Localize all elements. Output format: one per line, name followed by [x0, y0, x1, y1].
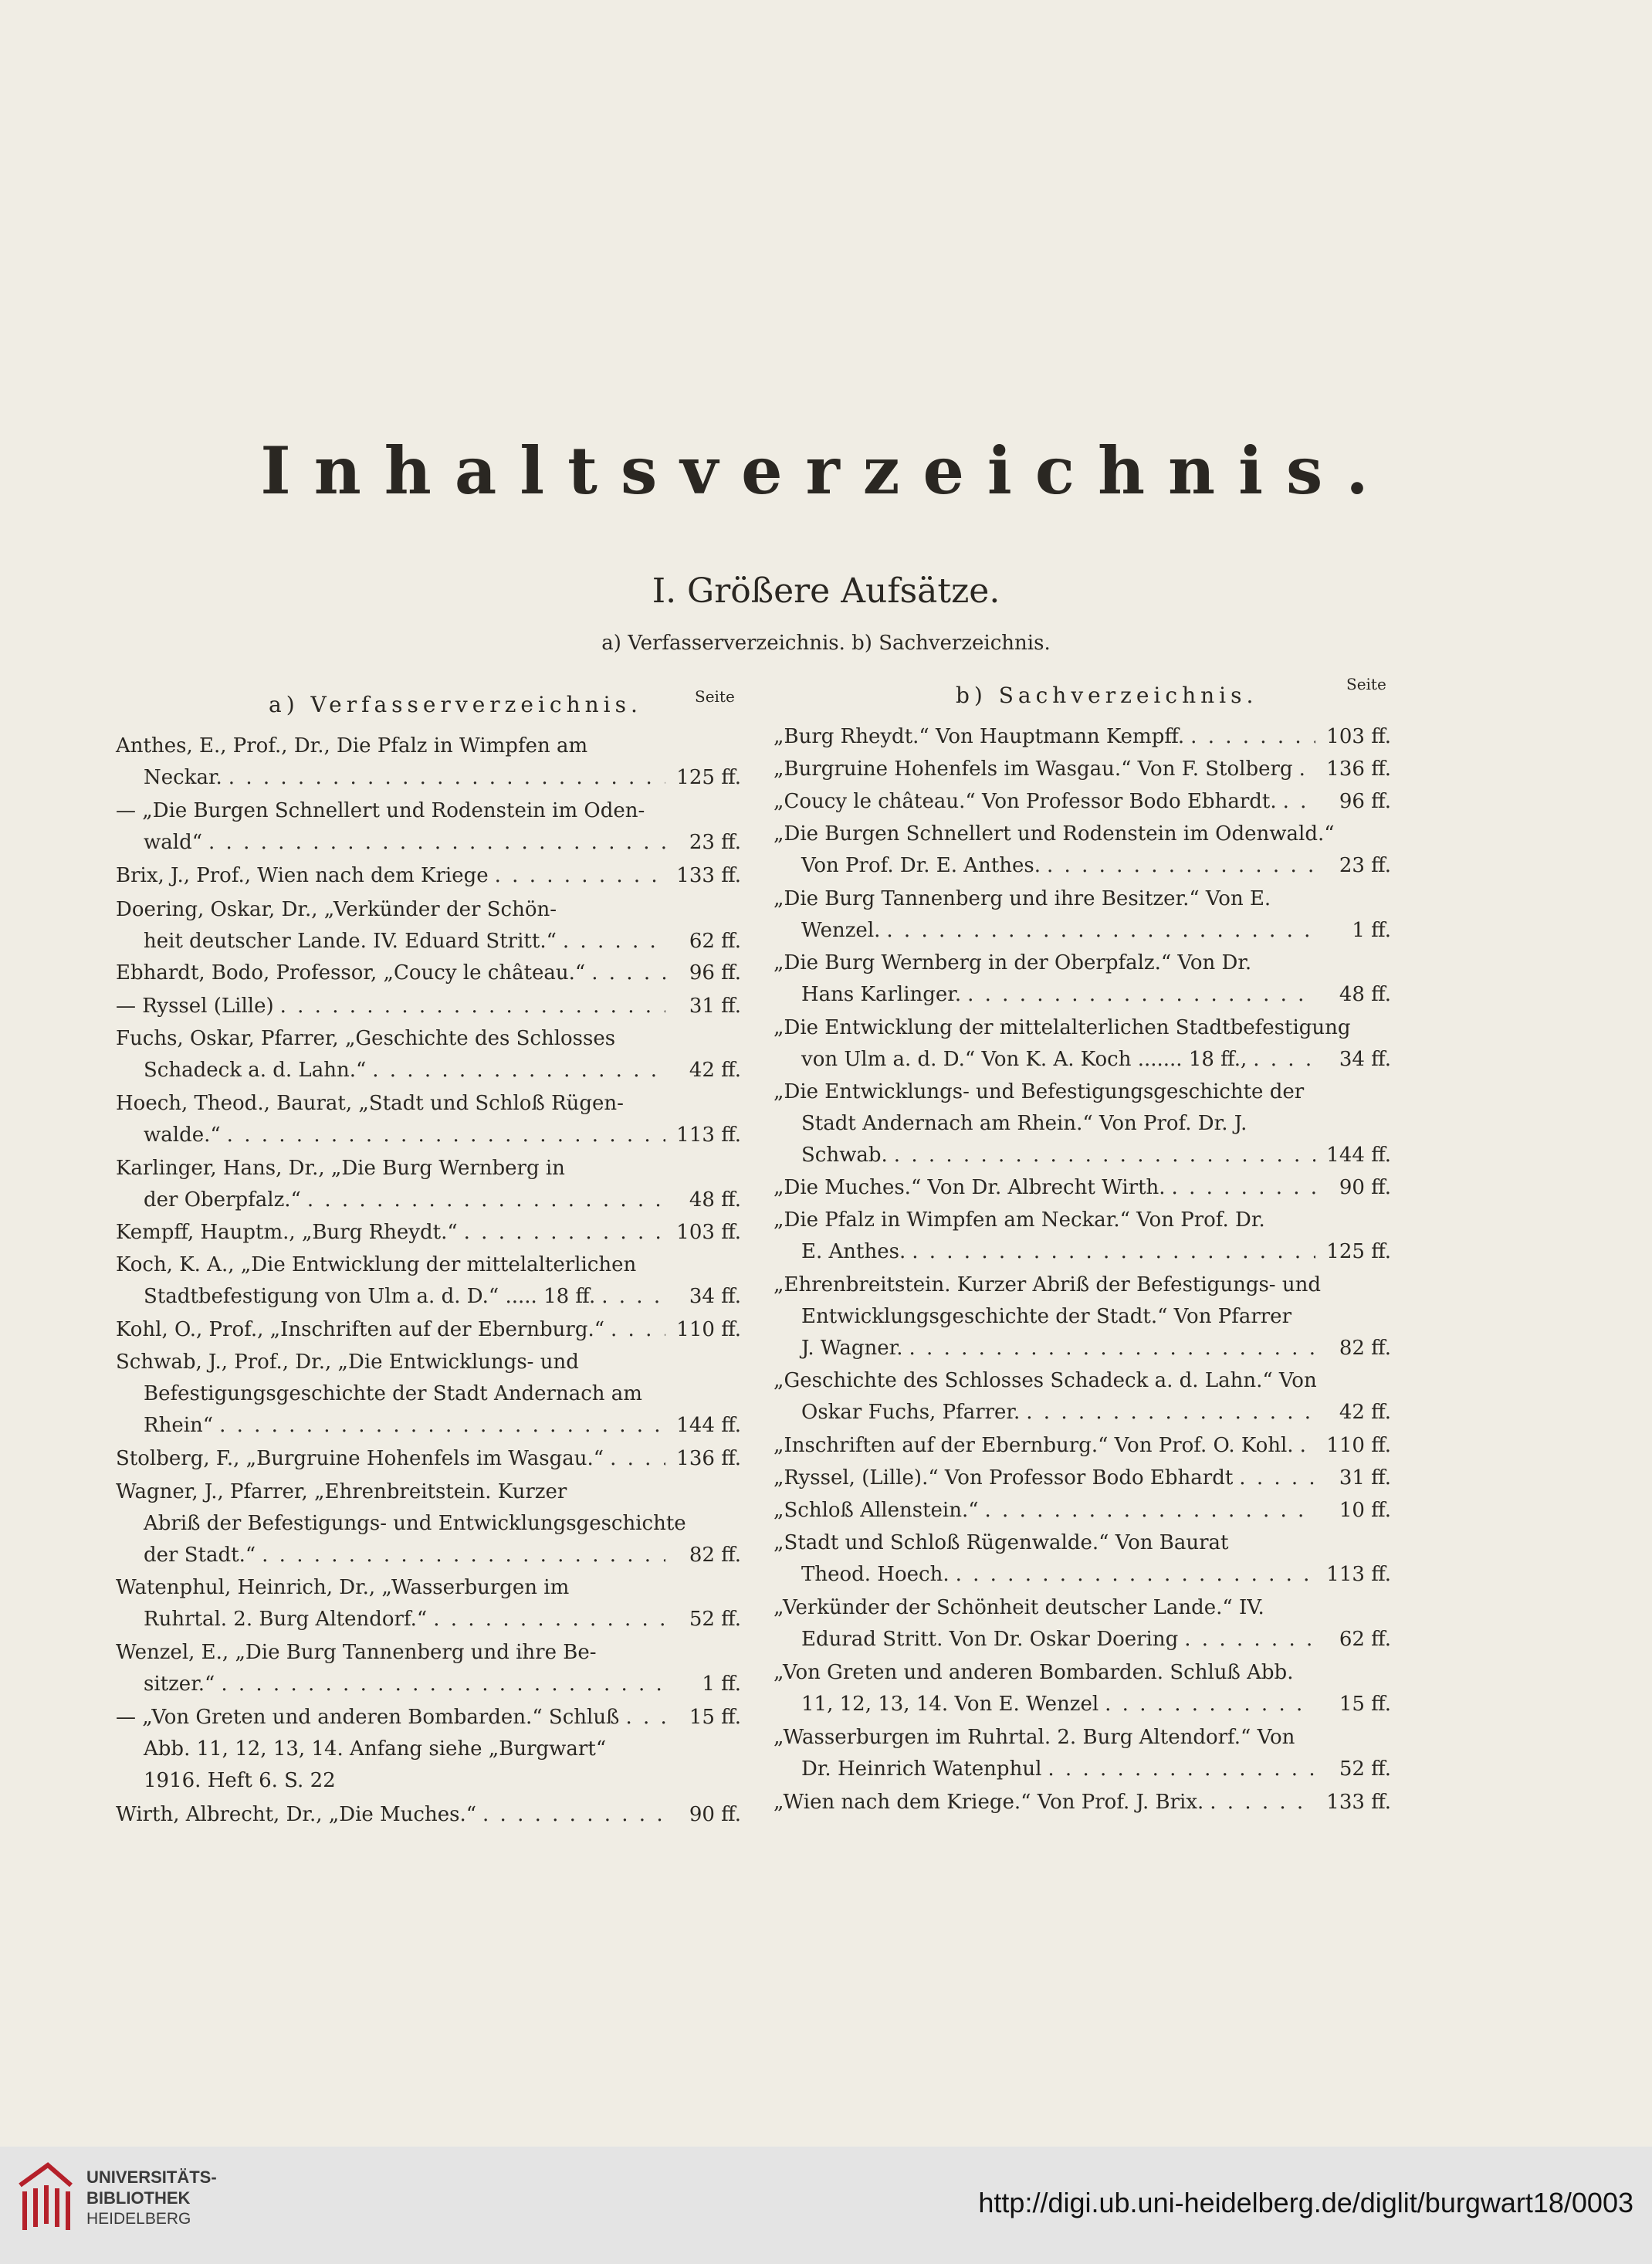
dot-leader: [625, 1702, 665, 1734]
page-number: 144 ff.: [676, 1414, 741, 1437]
entry-text: Hans Karlinger.: [801, 983, 962, 1006]
dot-leader: [1047, 850, 1315, 882]
entry-text: „Stadt und Schloß Rügenwalde.“ Von Baurat: [774, 1531, 1229, 1554]
page-number: 34 ff.: [1339, 1048, 1391, 1071]
page-number: 31 ff.: [689, 995, 741, 1018]
entry-text: „Die Entwicklung der mittelalterlichen Stadtbefestigung: [774, 1016, 1351, 1039]
dot-leader: [956, 1559, 1315, 1591]
entry-text: wald“: [144, 831, 203, 854]
entry-text: Hoech, Theod., Baurat, „Stadt und Schloß Rügen-: [116, 1092, 624, 1115]
dot-leader: [985, 1495, 1315, 1527]
index-entry: [774, 1462, 1391, 1494]
dot-leader: [563, 926, 665, 957]
entry-text: Brix, J., Prof., Wien nach dem Kriege: [116, 864, 489, 887]
index-entry: [116, 1572, 741, 1635]
entry-text: 11, 12, 13, 14. Von E. Wenzel: [801, 1693, 1099, 1716]
index-entry: [116, 795, 741, 859]
index-entry: [116, 1088, 741, 1151]
entry-text: sitzer.“: [144, 1673, 215, 1696]
entry-text: Stadt Andernach am Rhein.“ Von Prof. Dr. J.: [801, 1112, 1247, 1135]
entry-text: „Die Burgen Schnellert und Rodenstein im Odenwald.“: [774, 822, 1335, 846]
entry-text: Schadeck a. d. Lahn.“: [144, 1059, 367, 1082]
left-seite-label: Seite: [695, 687, 735, 706]
entry-text: der Stadt.“: [144, 1544, 256, 1567]
entry-text: Fuchs, Oskar, Pfarrer, „Geschichte des Schlosses: [116, 1027, 616, 1050]
dot-leader: [221, 1669, 665, 1700]
library-logo-icon: [17, 2162, 74, 2233]
dot-leader: [1299, 754, 1315, 785]
entry-text: heit deutscher Lande. IV. Eduard Stritt.“: [144, 930, 557, 953]
page-number: 96 ff.: [689, 961, 741, 985]
dot-leader: [886, 915, 1315, 947]
page-number: 110 ff.: [676, 1318, 741, 1341]
entry-text: Ebhardt, Bodo, Professor, „Coucy le château.“: [116, 961, 586, 985]
entry-text: „Die Entwicklungs- und Befestigungsgeschichte der: [774, 1080, 1305, 1103]
index-entry: [116, 1637, 741, 1700]
page-number: 125 ff.: [676, 766, 741, 789]
entry-text: Stadtbefestigung von Ulm a. d. D.“ ..... 18 ff.: [144, 1285, 596, 1308]
page-number: 52 ff.: [689, 1608, 741, 1631]
index-entry: [774, 1012, 1391, 1076]
dot-leader: [433, 1604, 665, 1635]
page-number: 113 ff.: [1326, 1563, 1391, 1586]
entry-text: Oskar Fuchs, Pfarrer.: [801, 1401, 1021, 1424]
index-entry: [774, 1527, 1391, 1591]
index-entry: [774, 883, 1391, 947]
entry-text: E. Anthes.: [801, 1240, 906, 1263]
index-entry: [116, 1443, 741, 1475]
entry-text: Theod. Hoech.: [801, 1563, 950, 1586]
index-entry: [116, 1702, 741, 1797]
index-entry: [116, 860, 741, 892]
entry-text: Koch, K. A., „Die Entwicklung der mittelalterlichen: [116, 1253, 637, 1276]
entry-text: Wagner, J., Pfarrer, „Ehrenbreitstein. Kurzer: [116, 1480, 567, 1503]
index-entry: [116, 1799, 741, 1831]
dot-leader: [909, 1333, 1315, 1364]
index-entry: [116, 991, 741, 1022]
index-entry: [774, 1205, 1391, 1268]
page-number: 103 ff.: [676, 1221, 741, 1244]
entry-text: „Geschichte des Schlosses Schadeck a. d. Lahn.“ Von: [774, 1369, 1317, 1392]
index-entry: [116, 894, 741, 957]
entry-text: Kempff, Hauptm., „Burg Rheydt.“: [116, 1221, 458, 1244]
index-entry: [116, 957, 741, 989]
index-entry: [116, 1476, 741, 1571]
entry-text: Ruhrtal. 2. Burg Altendorf.“: [144, 1608, 428, 1631]
entry-text: „Von Greten und anderen Bombarden. Schluß Abb.: [774, 1661, 1294, 1684]
left-column-heading: a) Verfasserverzeichnis.: [269, 692, 642, 717]
entry-text: der Oberpfalz.“: [144, 1188, 301, 1212]
dot-leader: [1172, 1172, 1315, 1204]
page-number: 82 ff.: [689, 1544, 741, 1567]
logo-line-1: UNIVERSITÄTS-: [86, 2167, 217, 2187]
page-number: 90 ff.: [689, 1803, 741, 1826]
page-number: 15 ff.: [1339, 1693, 1391, 1716]
entry-text: — Ryssel (Lille): [116, 995, 274, 1018]
dot-leader: [591, 957, 665, 989]
page-number: 136 ff.: [1326, 757, 1391, 781]
entry-text: Schwab.: [801, 1144, 888, 1167]
entry-text: „Verkünder der Schönheit deutscher Lande.“ IV.: [774, 1596, 1264, 1619]
index-entry: [774, 1592, 1391, 1656]
page-number: 48 ff.: [1339, 983, 1391, 1006]
entry-text: „Inschriften auf der Ebernburg.“ Von Prof. O. Kohl.: [774, 1434, 1294, 1457]
index-entry: [774, 721, 1391, 753]
entry-text: „Schloß Allenstein.“: [774, 1499, 979, 1522]
page-number: 103 ff.: [1326, 725, 1391, 748]
page-number: 23 ff.: [1339, 854, 1391, 877]
entry-text: Kohl, O., Prof., „Inschriften auf der Ebernburg.“: [116, 1318, 605, 1341]
dot-leader: [219, 1410, 665, 1442]
index-entry: [774, 1172, 1391, 1204]
dot-leader: [227, 1120, 665, 1151]
entry-text: „Coucy le château.“ Von Professor Bodo Ebhardt.: [774, 790, 1277, 813]
entry-text: Befestigungsgeschichte der Stadt Andernach am: [144, 1382, 642, 1405]
dot-leader: [601, 1281, 665, 1313]
dot-leader: [307, 1185, 665, 1216]
dot-leader: [1300, 1430, 1315, 1462]
page-title: Inhaltsverzeichnis.: [260, 432, 1392, 509]
page-number: 82 ff.: [1339, 1337, 1391, 1360]
page-number: 136 ff.: [676, 1447, 741, 1470]
index-entry: [774, 818, 1391, 882]
entry-text: Neckar.: [144, 766, 222, 789]
dot-leader: [1190, 721, 1315, 753]
dot-leader: [208, 827, 665, 859]
page-number: 133 ff.: [676, 864, 741, 887]
dot-leader: [1239, 1462, 1315, 1494]
entry-text: Entwicklungsgeschichte der Stadt.“ Von Pfarrer: [801, 1305, 1291, 1328]
page-number: 52 ff.: [1339, 1757, 1391, 1781]
entry-text: „Die Burg Wernberg in der Oberpfalz.“ Von Dr.: [774, 951, 1252, 974]
index-entry: [116, 730, 741, 794]
index-entry: [774, 786, 1391, 818]
entry-text: — „Von Greten und anderen Bombarden.“ Schluß: [116, 1706, 620, 1729]
entry-text: walde.“: [144, 1124, 221, 1147]
dot-leader: [611, 1314, 665, 1346]
dot-leader: [229, 762, 665, 794]
page-number: 1 ff.: [702, 1673, 741, 1696]
dot-leader: [1210, 1787, 1315, 1818]
entry-text: 1916. Heft 6. S. 22: [144, 1769, 336, 1792]
entry-text: Schwab, J., Prof., Dr., „Die Entwicklungs- und: [116, 1351, 579, 1374]
index-entry: [774, 947, 1391, 1011]
entry-text: „Ehrenbreitstein. Kurzer Abriß der Befestigungs- und: [774, 1273, 1321, 1296]
page-number: 42 ff.: [1339, 1401, 1391, 1424]
index-entry: [116, 1153, 741, 1216]
page-number: 42 ff.: [689, 1059, 741, 1082]
source-url[interactable]: http://digi.ub.uni-heidelberg.de/diglit/burgwart18/0003: [978, 2187, 1633, 2218]
page-number: 34 ff.: [689, 1285, 741, 1308]
entry-text: Stolberg, F., „Burgruine Hohenfels im Wasgau.“: [116, 1447, 604, 1470]
page-number: 62 ff.: [689, 930, 741, 953]
entry-text: „Wasserburgen im Ruhrtal. 2. Burg Altendorf.“ Von: [774, 1726, 1295, 1749]
index-entry: [116, 1347, 741, 1442]
entry-text: Wenzel, E., „Die Burg Tannenberg und ihre Be-: [116, 1641, 597, 1664]
index-entry: [116, 1023, 741, 1086]
entry-text: Dr. Heinrich Watenphul: [801, 1757, 1042, 1781]
dot-leader: [1253, 1044, 1315, 1076]
dot-leader: [1048, 1754, 1315, 1785]
entry-text: von Ulm a. d. D.“ Von K. A. Koch ....... 18 ff.,: [801, 1048, 1247, 1071]
page-number: 48 ff.: [689, 1188, 741, 1212]
entry-text: Karlinger, Hans, Dr., „Die Burg Wernberg in: [116, 1157, 565, 1180]
dot-leader: [967, 979, 1315, 1011]
index-entry: [116, 1249, 741, 1313]
index-entry: [774, 1269, 1391, 1364]
entry-text: Rhein“: [144, 1414, 214, 1437]
dot-leader: [495, 860, 665, 892]
entry-text: „Ryssel, (Lille).“ Von Professor Bodo Ebhardt: [774, 1466, 1234, 1490]
entry-text: Watenphul, Heinrich, Dr., „Wasserburgen im: [116, 1576, 570, 1599]
page-number: 110 ff.: [1326, 1434, 1391, 1457]
dot-leader: [262, 1540, 665, 1571]
section-subline: a) Verfasserverzeichnis. b) Sachverzeichnis.: [601, 632, 1051, 655]
library-logo-text: [86, 2167, 217, 2229]
entry-text: „Wien nach dem Kriege.“ Von Prof. J. Brix.: [774, 1791, 1204, 1814]
entry-text: Wenzel.: [801, 919, 881, 942]
index-entry: [774, 1365, 1391, 1429]
page-number: 144 ff.: [1326, 1144, 1391, 1167]
index-entry: [774, 1495, 1391, 1527]
index-entry: [774, 1076, 1391, 1171]
entry-text: Doering, Oskar, Dr., „Verkünder der Schön-: [116, 898, 557, 921]
page-number: 1 ff.: [1352, 919, 1391, 942]
index-entry: [774, 1657, 1391, 1720]
right-seite-label: Seite: [1346, 675, 1386, 693]
index-entry: [774, 754, 1391, 785]
entry-text: „Die Muches.“ Von Dr. Albrecht Wirth.: [774, 1176, 1166, 1199]
page-number: 90 ff.: [1339, 1176, 1391, 1199]
entry-text: „Die Burg Tannenberg und ihre Besitzer.“ Von E.: [774, 887, 1271, 910]
page-number: 62 ff.: [1339, 1628, 1391, 1651]
section-title: I. Größere Aufsätze.: [652, 571, 1000, 611]
dot-leader: [1184, 1624, 1315, 1656]
entry-text: „Die Pfalz in Wimpfen am Neckar.“ Von Prof. Dr.: [774, 1208, 1265, 1232]
page-number: 23 ff.: [689, 831, 741, 854]
dot-leader: [482, 1799, 665, 1831]
dot-leader: [894, 1140, 1315, 1171]
dot-leader: [372, 1055, 665, 1086]
entry-text: Anthes, E., Prof., Dr., Die Pfalz in Wimpfen am: [116, 734, 588, 757]
entry-text: Wirth, Albrecht, Dr., „Die Muches.“: [116, 1803, 477, 1826]
entry-text: Abb. 11, 12, 13, 14. Anfang siehe „Burgwart“: [144, 1737, 607, 1761]
page-number: 96 ff.: [1339, 790, 1391, 813]
dot-leader: [1283, 786, 1315, 818]
dot-leader: [280, 991, 665, 1022]
right-column-heading: b) Sachverzeichnis.: [956, 683, 1258, 708]
entry-text: Edurad Stritt. Von Dr. Oskar Doering: [801, 1628, 1179, 1651]
entry-text: J. Wagner.: [801, 1337, 903, 1360]
entry-text: — „Die Burgen Schnellert und Rodenstein im Oden-: [116, 799, 645, 822]
logo-line-3: HEIDELBERG: [86, 2210, 191, 2228]
entry-text: „Burg Rheydt.“ Von Hauptmann Kempff.: [774, 725, 1185, 748]
index-entry: [116, 1217, 741, 1249]
dot-leader: [912, 1236, 1315, 1268]
dot-leader: [1026, 1397, 1315, 1429]
entry-text: Abriß der Befestigungs- und Entwicklungsgeschichte: [144, 1512, 686, 1535]
page-number: 15 ff.: [689, 1706, 741, 1729]
page-number: 10 ff.: [1339, 1499, 1391, 1522]
index-entry: [116, 1314, 741, 1346]
page-number: 113 ff.: [676, 1124, 741, 1147]
entry-text: Von Prof. Dr. E. Anthes.: [801, 854, 1041, 877]
index-entry: [774, 1430, 1391, 1462]
dot-leader: [464, 1217, 665, 1249]
dot-leader: [610, 1443, 665, 1475]
index-entry: [774, 1722, 1391, 1785]
entry-text: „Burgruine Hohenfels im Wasgau.“ Von F. Stolberg: [774, 757, 1293, 781]
dot-leader: [1105, 1689, 1315, 1720]
page-number: 31 ff.: [1339, 1466, 1391, 1490]
logo-line-2: BIBLIOTHEK: [86, 2188, 191, 2208]
index-entry: [774, 1787, 1391, 1818]
page-number: 133 ff.: [1326, 1791, 1391, 1814]
page-number: 125 ff.: [1326, 1240, 1391, 1263]
